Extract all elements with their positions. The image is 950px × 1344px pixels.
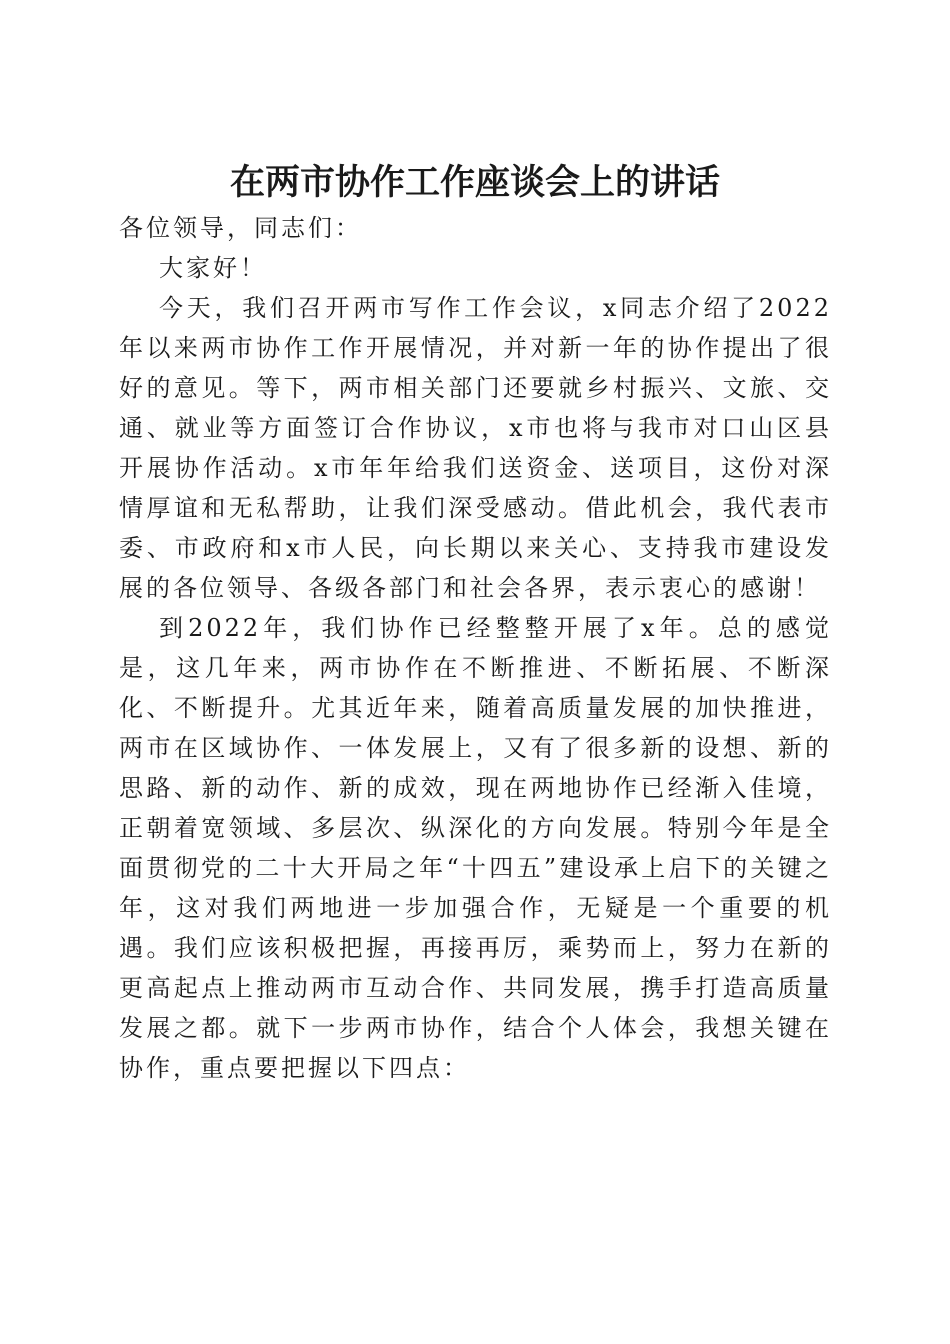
paragraph-cooperation-review: 到2022年，我们协作已经整整开展了x年。总的感觉是，这几年来，两市协作在不断推进、不断拓展、不断深化、不断提升。尤其近年来，随着高质量发展的加快推进，两市在区域协作、一体发展上，又有了很多新的设想、新的思路、新的动作、新的成效，现在两地协作已经渐入佳境，正朝着宽领域、多层次、纵深化的方向发展。特别今年是全面贯彻党的二十大开局之年“十四五”建设承上启下的关键之年，这对我们两地进一步加强合作，无疑是一个重要的机遇。我们应该积极把握，再接再厉，乘势而上，努力在新的更高起点上推动两市互动合作、共同发展，携手打造高质量发展之都。就下一步两市协作，结合个人体会，我想关键在协作，重点要把握以下四点：: [119, 614, 832, 1082]
salutation: 各位领导，同志们：: [119, 214, 362, 242]
document-body: [119, 208, 832, 1088]
paragraph-greeting: 大家好！: [159, 254, 267, 282]
document-title: 在两市协作工作座谈会上的讲话: [229, 162, 720, 204]
paragraph-introduction: 今天，我们召开两市写作工作会议，x同志介绍了2022年以来两市协作工作开展情况，并对新一年的协作提出了很好的意见。等下，两市相关部门还要就乡村振兴、文旅、交通、就业等方面签订合作协议，x市也将与我市对口山区县开展协作活动。x市年年给我们送资金、送项目，这份对深情厚谊和无私帮助，让我们深受感动。借此机会，我代表市委、市政府和x市人民，向长期以来关心、支持我市建设发展的各位领导、各级各部门和社会各界，表示衷心的感谢！: [119, 294, 832, 602]
